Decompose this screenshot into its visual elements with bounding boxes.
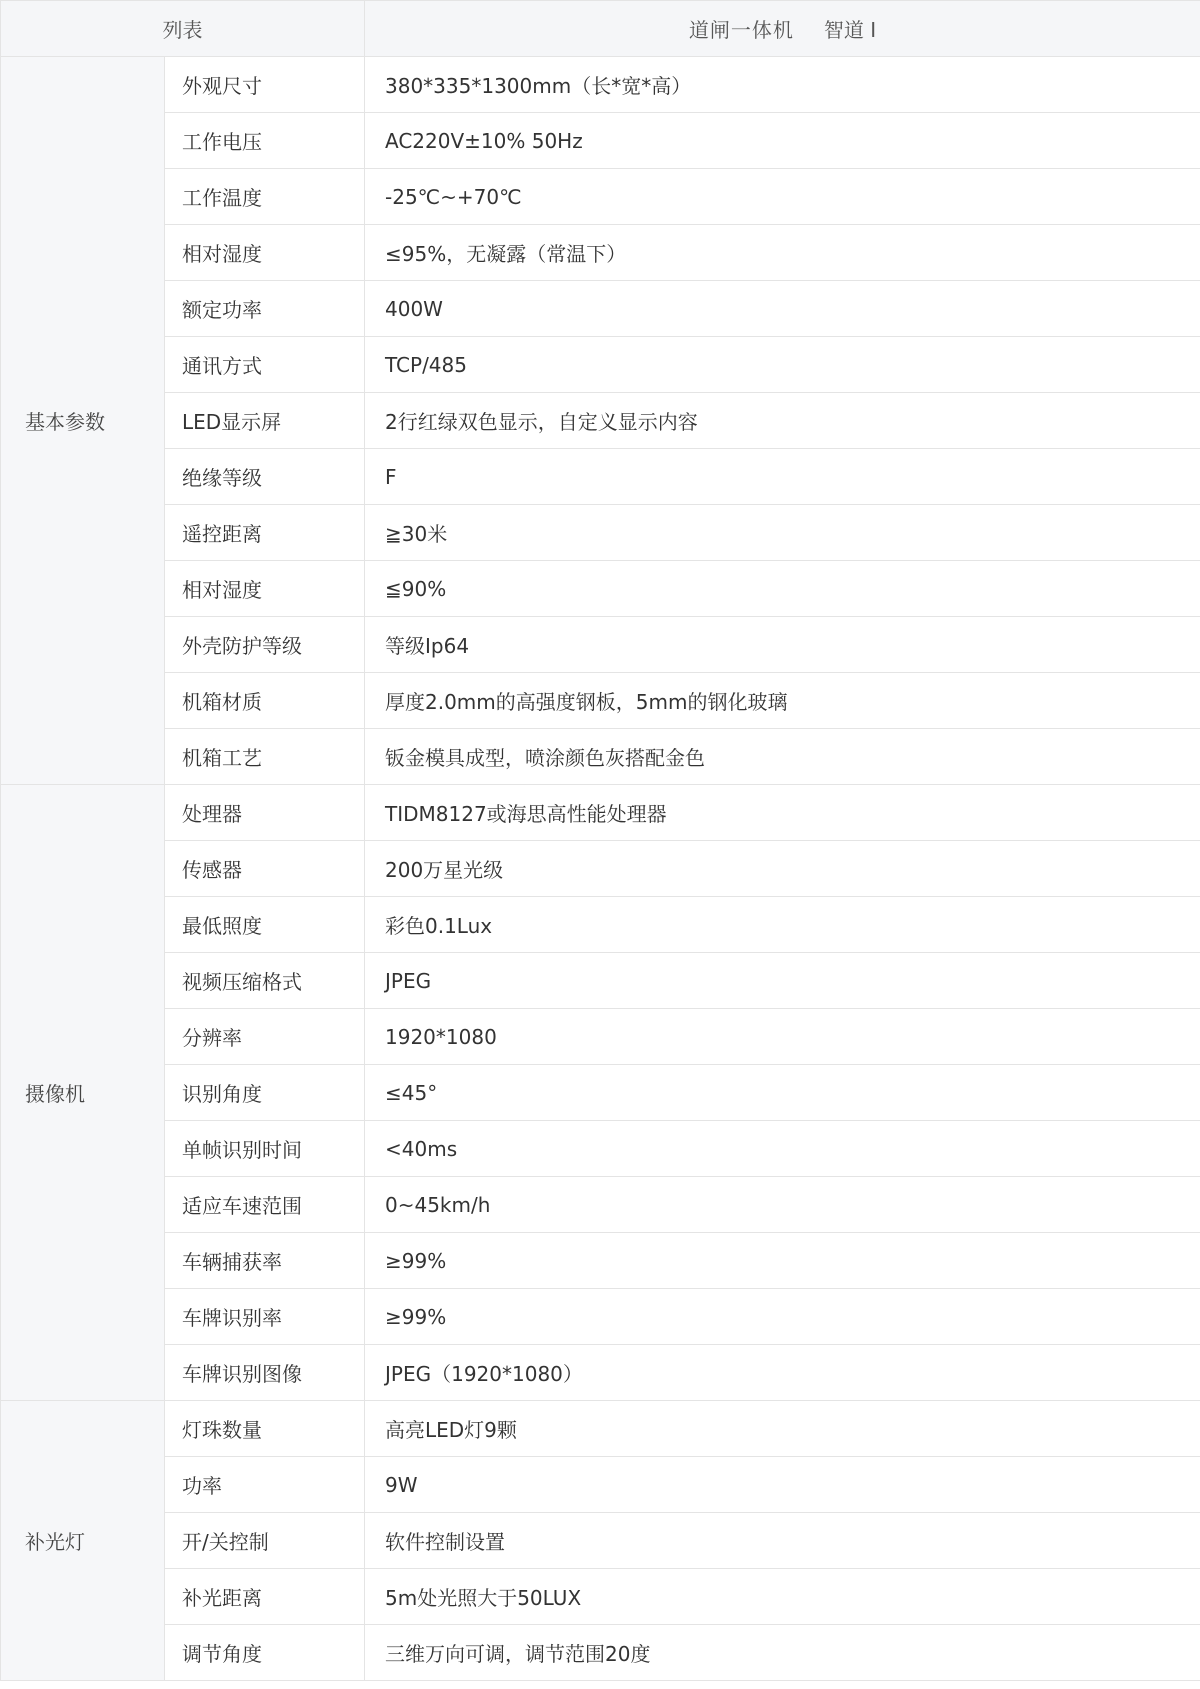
spec-key: 最低照度	[165, 897, 365, 953]
spec-value: 软件控制设置	[365, 1513, 1200, 1569]
spec-value: <40ms	[365, 1121, 1200, 1177]
spec-value: JPEG（1920*1080）	[365, 1345, 1200, 1401]
group-label: 补光灯	[1, 1401, 165, 1681]
header-list-cell: 列表	[1, 1, 365, 57]
spec-key: 外观尺寸	[165, 57, 365, 113]
spec-key: 机箱材质	[165, 673, 365, 729]
spec-value: 5m处光照大于50LUX	[365, 1569, 1200, 1625]
spec-key: 绝缘等级	[165, 449, 365, 505]
spec-value: ≤45°	[365, 1065, 1200, 1121]
spec-value: ≤95%，无凝露（常温下）	[365, 225, 1200, 281]
table-row	[1, 393, 1200, 449]
spec-key: 调节角度	[165, 1625, 365, 1681]
spec-key: 补光距离	[165, 1569, 365, 1625]
spec-value: 高亮LED灯9颗	[365, 1401, 1200, 1457]
spec-key: 视频压缩格式	[165, 953, 365, 1009]
table-row	[1, 505, 1200, 561]
spec-key: 车牌识别率	[165, 1289, 365, 1345]
spec-value: TIDM8127或海思高性能处理器	[365, 785, 1200, 841]
spec-value: 380*335*1300mm（长*宽*高）	[365, 57, 1200, 113]
table-row	[1, 1457, 1200, 1513]
spec-key: 适应车速范围	[165, 1177, 365, 1233]
spec-value: ≧30米	[365, 505, 1200, 561]
spec-key: 车牌识别图像	[165, 1345, 365, 1401]
table-row	[1, 1065, 1200, 1121]
table-row	[1, 1345, 1200, 1401]
table-row	[1, 673, 1200, 729]
spec-key: 机箱工艺	[165, 729, 365, 785]
header-model-name: 智道 I	[823, 18, 877, 42]
table-row	[1, 449, 1200, 505]
table-row	[1, 953, 1200, 1009]
table-row	[1, 729, 1200, 785]
table-row	[1, 281, 1200, 337]
spec-value: -25℃~+70℃	[365, 169, 1200, 225]
spec-value: 厚度2.0mm的高强度钢板，5mm的钢化玻璃	[365, 673, 1200, 729]
table-row	[1, 1121, 1200, 1177]
spec-value: AC220V±10% 50Hz	[365, 113, 1200, 169]
table-row	[1, 617, 1200, 673]
table-row	[1, 1177, 1200, 1233]
spec-key: 开/关控制	[165, 1513, 365, 1569]
spec-key: 分辨率	[165, 1009, 365, 1065]
table-row	[1, 169, 1200, 225]
spec-value: ≥99%	[365, 1289, 1200, 1345]
group-label: 基本参数	[1, 57, 165, 785]
spec-value: 0~45km/h	[365, 1177, 1200, 1233]
spec-value: 400W	[365, 281, 1200, 337]
table-row	[1, 337, 1200, 393]
spec-key: 识别角度	[165, 1065, 365, 1121]
table-row	[1, 1625, 1200, 1681]
spec-value: TCP/485	[365, 337, 1200, 393]
spec-key: 外壳防护等级	[165, 617, 365, 673]
table-row	[1, 1569, 1200, 1625]
spec-key: 相对湿度	[165, 561, 365, 617]
spec-value: 1920*1080	[365, 1009, 1200, 1065]
spec-value: 钣金模具成型，喷涂颜色灰搭配金色	[365, 729, 1200, 785]
table-row	[1, 113, 1200, 169]
table-row	[1, 561, 1200, 617]
spec-value: ≥99%	[365, 1233, 1200, 1289]
table-row	[1, 1009, 1200, 1065]
spec-table-body	[1, 1, 1200, 1681]
spec-key: 额定功率	[165, 281, 365, 337]
spec-key: 单帧识别时间	[165, 1121, 365, 1177]
spec-key: 车辆捕获率	[165, 1233, 365, 1289]
table-row	[1, 785, 1200, 841]
spec-value: 三维万向可调，调节范围20度	[365, 1625, 1200, 1681]
table-row	[1, 225, 1200, 281]
header-product-name: 道闸一体机	[688, 18, 794, 42]
table-row	[1, 1513, 1200, 1569]
spec-key: 处理器	[165, 785, 365, 841]
table-row	[1, 1289, 1200, 1345]
table-row	[1, 57, 1200, 113]
table-row	[1, 841, 1200, 897]
table-row	[1, 1233, 1200, 1289]
spec-value: 彩色0.1Lux	[365, 897, 1200, 953]
spec-value: JPEG	[365, 953, 1200, 1009]
spec-key: LED显示屏	[165, 393, 365, 449]
table-header-row	[1, 1, 1200, 57]
spec-key: 灯珠数量	[165, 1401, 365, 1457]
spec-value: 2行红绿双色显示，自定义显示内容	[365, 393, 1200, 449]
spec-value: 等级Ip64	[365, 617, 1200, 673]
spec-value: 9W	[365, 1457, 1200, 1513]
table-row	[1, 897, 1200, 953]
spec-value: 200万星光级	[365, 841, 1200, 897]
spec-key: 工作电压	[165, 113, 365, 169]
spec-key: 功率	[165, 1457, 365, 1513]
spec-key: 传感器	[165, 841, 365, 897]
spec-value: ≦90%	[365, 561, 1200, 617]
spec-value: F	[365, 449, 1200, 505]
spec-key: 相对湿度	[165, 225, 365, 281]
group-label: 摄像机	[1, 785, 165, 1401]
spec-key: 工作温度	[165, 169, 365, 225]
table-row	[1, 1401, 1200, 1457]
spec-key: 通讯方式	[165, 337, 365, 393]
spec-key: 遥控距离	[165, 505, 365, 561]
header-product-cell	[365, 1, 1200, 57]
